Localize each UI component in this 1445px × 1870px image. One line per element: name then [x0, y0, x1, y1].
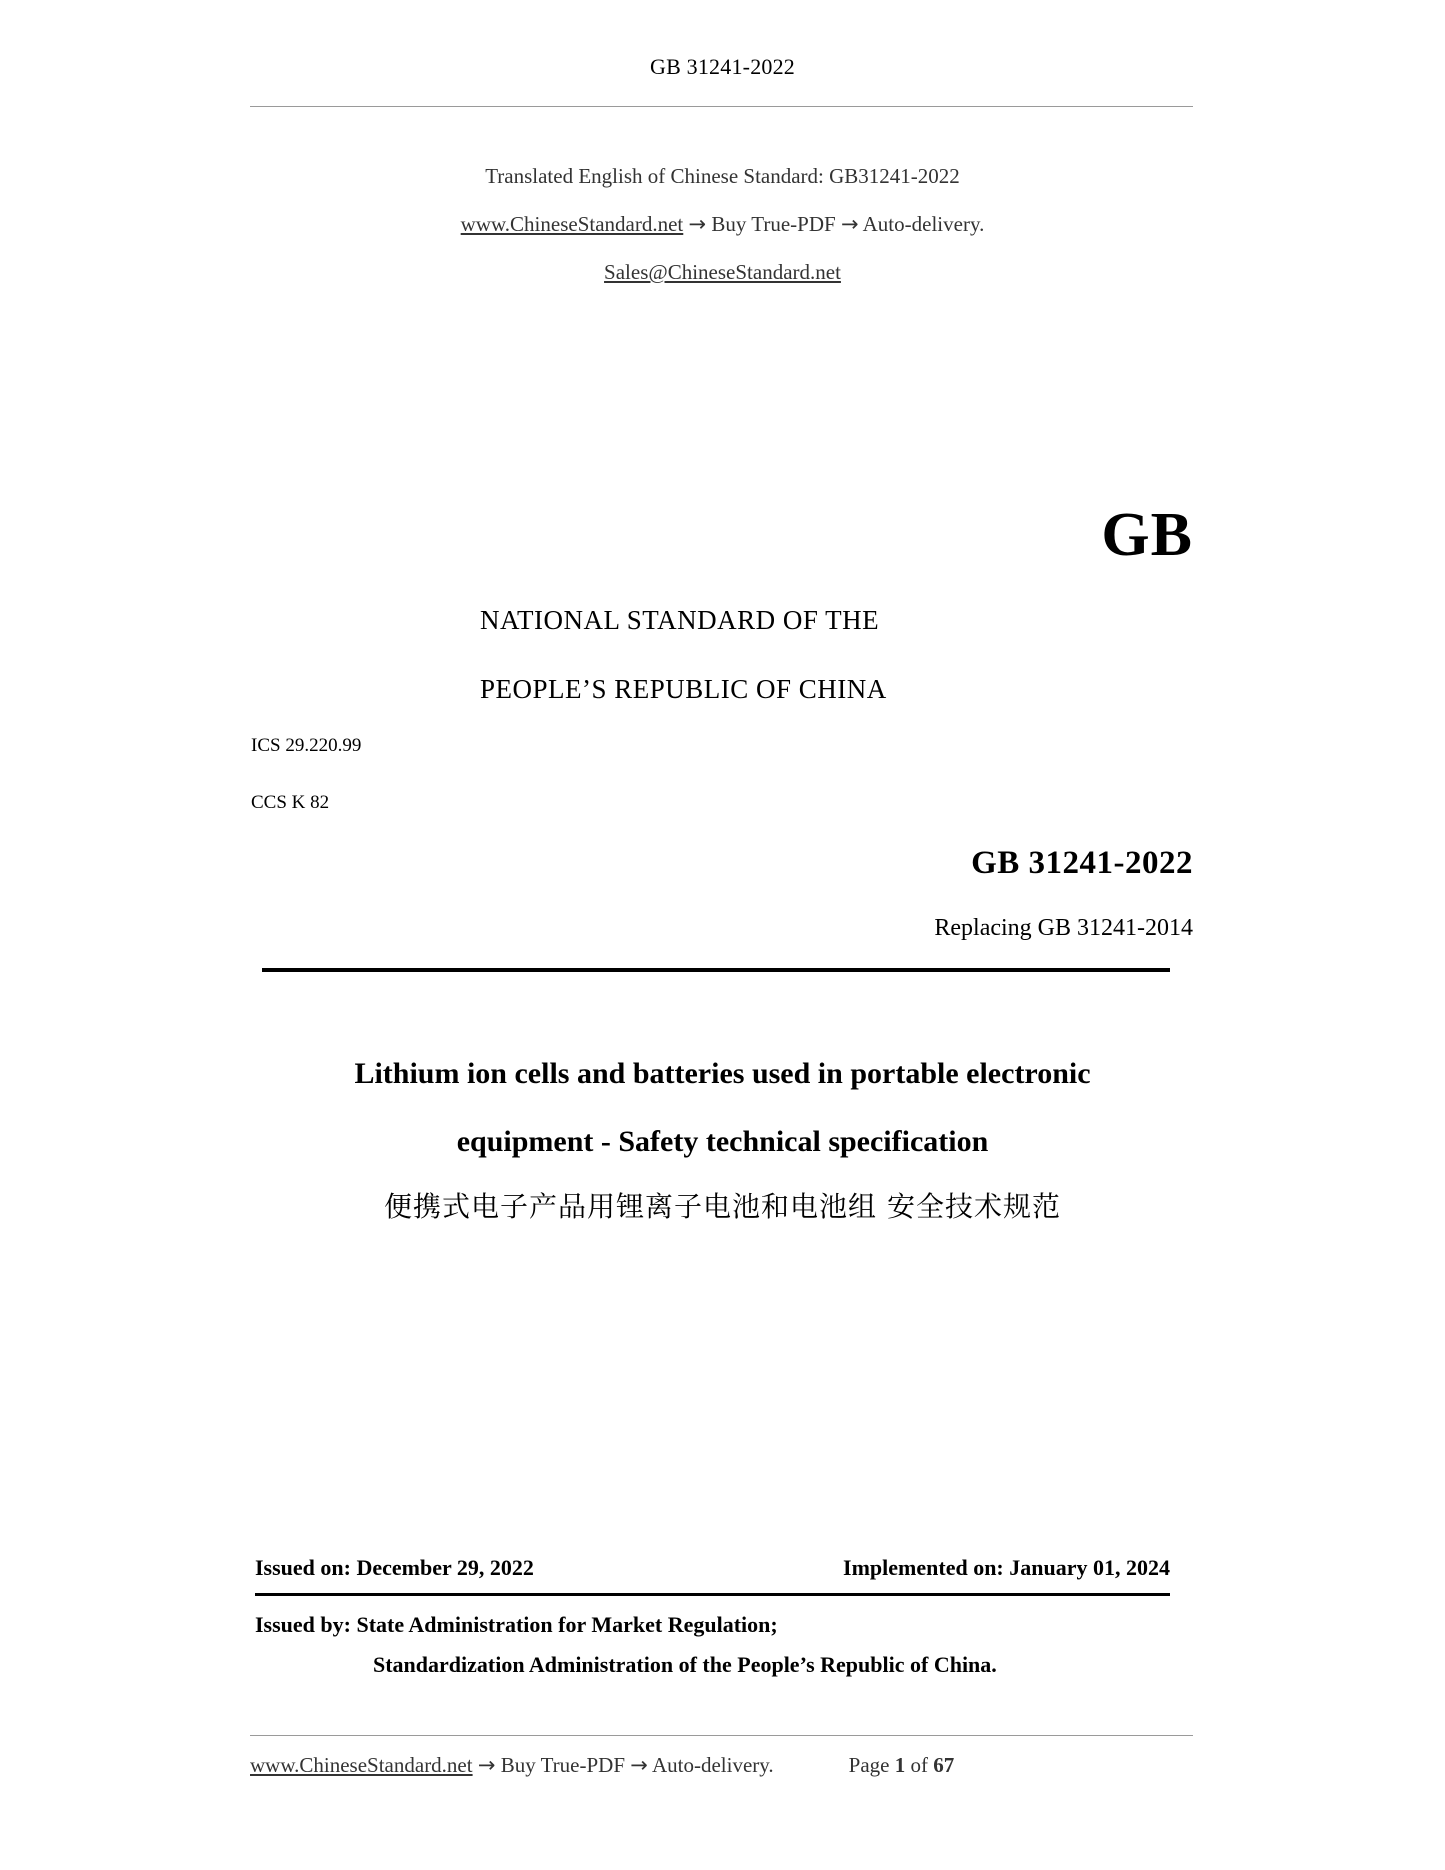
page-label: Page [848, 1753, 890, 1777]
footer-buy-label: Buy True-PDF [500, 1753, 626, 1777]
ccs-code: CCS K 82 [251, 792, 330, 813]
dates-divider [255, 1593, 1170, 1596]
gb-logo-text: GB [1101, 501, 1193, 569]
replacing-standard: Replacing GB 31241-2014 [934, 915, 1193, 941]
implemented-on-date: Implemented on: January 01, 2024 [843, 1555, 1170, 1580]
page-header [250, 54, 1195, 80]
promo-translated-line: Translated English of Chinese Standard: GB31241-2022 [485, 164, 960, 188]
footer-site-link[interactable]: www.ChineseStandard.net [250, 1753, 473, 1777]
footer-delivery-label: Auto-delivery. [651, 1753, 774, 1777]
page-number: 1 [894, 1753, 906, 1777]
header-standard-number: GB 31241-2022 [650, 54, 795, 79]
arrow-icon-3: → [477, 1753, 496, 1777]
arrow-icon-4: → [630, 1753, 648, 1777]
promo-site-link[interactable]: www.ChineseStandard.net [460, 212, 684, 236]
dates-row [255, 1555, 1170, 1581]
issued-by-block [255, 1605, 1185, 1685]
promo-buy-label: Buy True-PDF [711, 212, 836, 236]
national-standard-line-1: NATIONAL STANDARD OF THE [480, 605, 880, 635]
promo-links-line [250, 200, 1195, 248]
issued-by-line-1: Issued by: State Administration for Market Regulation; [255, 1612, 778, 1637]
promo-email-line [250, 248, 1195, 296]
document-title-chinese: 便携式电子产品用锂离子电池和电池组 安全技术规范 [384, 1190, 1061, 1223]
document-title-english-line-1: Lithium ion cells and batteries used in portable electronic [354, 1057, 1091, 1090]
page-of-label: of [910, 1753, 928, 1777]
promo-email-link[interactable]: Sales@ChineseStandard.net [604, 260, 841, 284]
document-title-english [250, 1040, 1195, 1176]
issued-by-line-2: Standardization Administration of the People’s Republic of China. [373, 1652, 997, 1677]
page-total: 67 [933, 1753, 955, 1777]
page-indicator [849, 1753, 955, 1778]
footer-divider [250, 1735, 1193, 1736]
issued-on-date: Issued on: December 29, 2022 [255, 1555, 534, 1580]
promo-block [250, 152, 1195, 296]
footer-links [250, 1753, 774, 1778]
standard-number: GB 31241-2022 [971, 845, 1193, 881]
arrow-icon: → [688, 212, 707, 236]
document-title-english-line-2: equipment - Safety technical specification [456, 1125, 989, 1158]
title-divider [262, 968, 1170, 972]
header-divider [250, 106, 1193, 107]
national-standard-line-2: PEOPLE’S REPUBLIC OF CHINA [480, 674, 887, 704]
promo-delivery-label: Auto-delivery. [862, 212, 985, 236]
page-footer [250, 1753, 1195, 1778]
arrow-icon-2: → [840, 212, 859, 236]
ics-code: ICS 29.220.99 [251, 735, 362, 756]
